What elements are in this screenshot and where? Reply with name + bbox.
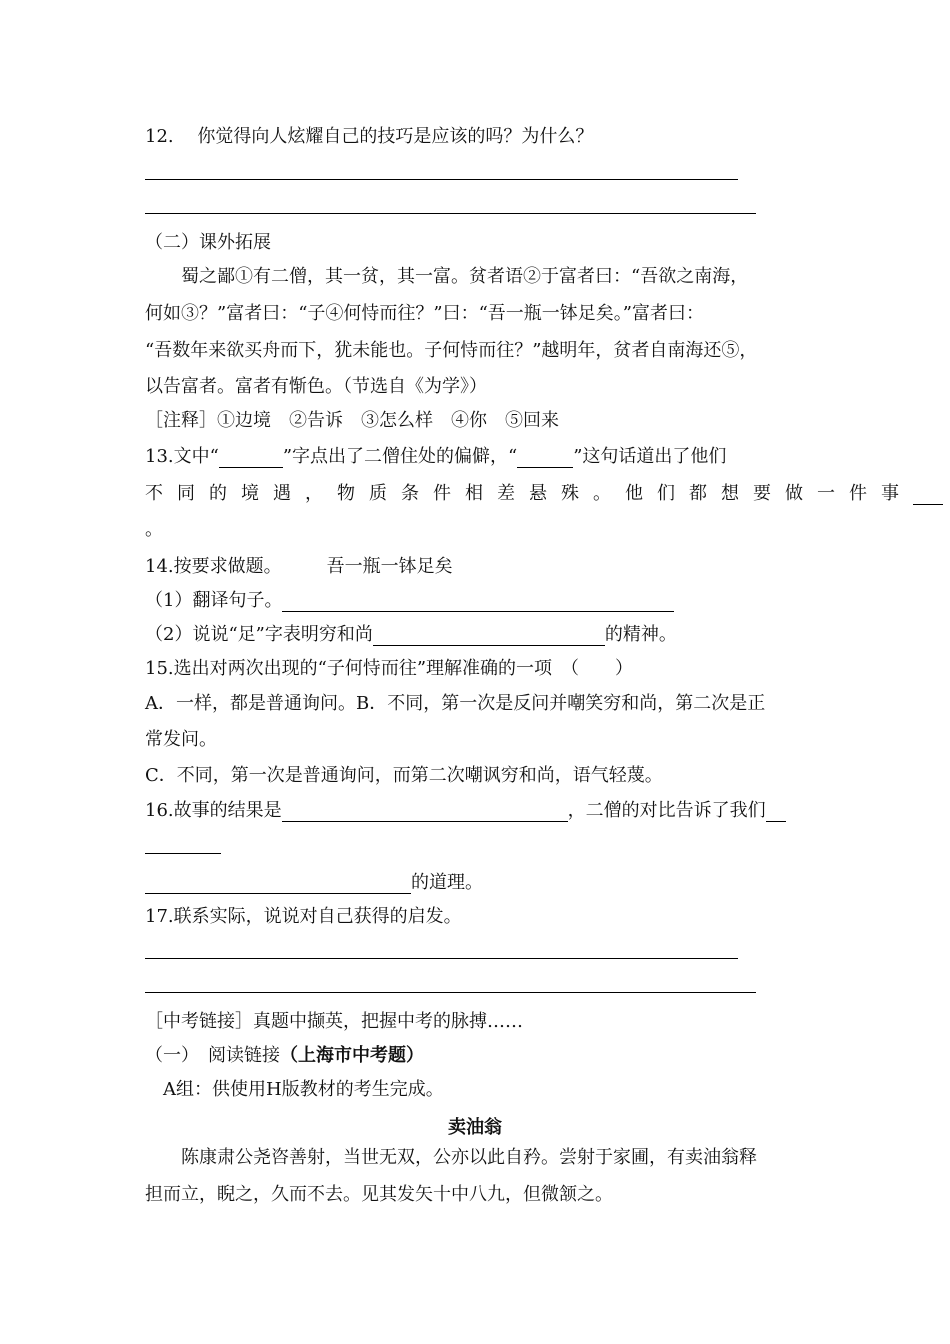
passage-line: 陈康肃公尧咨善射，当世无双，公亦以此自矜。尝射于家圃，有卖油翁释 [145, 1147, 757, 1168]
blank[interactable] [913, 486, 943, 505]
q13-end: 。 [145, 519, 163, 540]
question-14-1 [145, 590, 674, 612]
blank[interactable] [282, 593, 674, 612]
question-14-2 [145, 624, 677, 646]
question-14: 14.按要求做题。 吾一瓶一钵足矣 [145, 556, 453, 577]
q13-text: ”字点出了二僧住处的偏僻，“ [282, 446, 518, 467]
answer-line [145, 179, 738, 180]
blank[interactable] [219, 449, 283, 468]
blank[interactable] [766, 803, 786, 822]
question-16 [145, 800, 786, 822]
reading-source: （上海市中考题） [280, 1045, 424, 1066]
blank[interactable] [517, 449, 573, 468]
q16-text: ，二僧的对比告诉了我们 [567, 800, 766, 821]
passage-line: 担而立，睨之，久而不去。见其发矢十中八九，但微颔之。 [145, 1184, 613, 1205]
blank[interactable] [373, 627, 605, 646]
question-13 [145, 446, 726, 468]
passage-line: 以告富者。富者有惭色。（节选自《为学》） [145, 376, 487, 397]
notes: ［注释］①边境 ②告诉 ③怎么样 ④你 ⑤回来 [145, 410, 559, 431]
q13-text: ”这句话道出了他们 [573, 446, 727, 467]
answer-line [145, 213, 756, 214]
blank[interactable] [145, 875, 411, 894]
q16-text: 的道理。 [411, 872, 483, 893]
option-a-cont: 常发问。 [145, 729, 217, 750]
answer-line [145, 992, 756, 993]
passage-title: 卖油翁 [448, 1117, 502, 1138]
answer-line [145, 958, 738, 959]
question-13-cont [145, 483, 943, 505]
reading-link [145, 1045, 424, 1067]
exam-link: ［中考链接］真题中撷英，把握中考的脉搏…… [145, 1011, 523, 1032]
question-15: 15.选出对两次出现的“子何恃而往”理解准确的一项 （ ） [145, 658, 634, 679]
q13-text: 不同的境遇，物质条件相差悬殊。他们都想要做一件事 [145, 483, 913, 504]
passage-line: “吾数年来欲买舟而下，犹未能也。子何恃而往？”越明年，贫者自南海还⑤， [145, 340, 758, 361]
group-a-instruction: A组：供使用H版教材的考生完成。 [145, 1079, 444, 1100]
q16-text: 16.故事的结果是 [145, 800, 282, 821]
section-title: （二）课外拓展 [145, 232, 271, 253]
passage-line: 何如③？”富者曰：“子④何恃而往？”曰：“吾一瓶一钵足矣。”富者曰： [145, 303, 705, 324]
q13-text: 13.文中“ [145, 446, 219, 467]
question-16-cont [145, 872, 483, 894]
q14-2-text: （2）说说“足”字表明穷和尚 [145, 624, 373, 645]
question-17: 17.联系实际，说说对自己获得的启发。 [145, 906, 462, 927]
option-a: A．一样，都是普通询问。B．不同，第一次是反问并嘲笑穷和尚，第二次是正 [145, 693, 766, 714]
option-c: C．不同，第一次是普通询问，而第二次嘲讽穷和尚，语气轻蔑。 [145, 765, 663, 786]
question-12: 12. 你觉得向人炫耀自己的技巧是应该的吗？为什么？ [145, 126, 594, 147]
q14-2-text: 的精神。 [604, 624, 677, 645]
answer-line [145, 853, 221, 854]
blank[interactable] [282, 803, 568, 822]
q14-1-text: （1）翻译句子。 [145, 590, 283, 611]
passage-line: 蜀之鄙①有二僧，其一贫，其一富。贫者语②于富者曰：“吾欲之南海， [145, 266, 749, 287]
reading-label: （一） 阅读链接 [145, 1045, 280, 1066]
